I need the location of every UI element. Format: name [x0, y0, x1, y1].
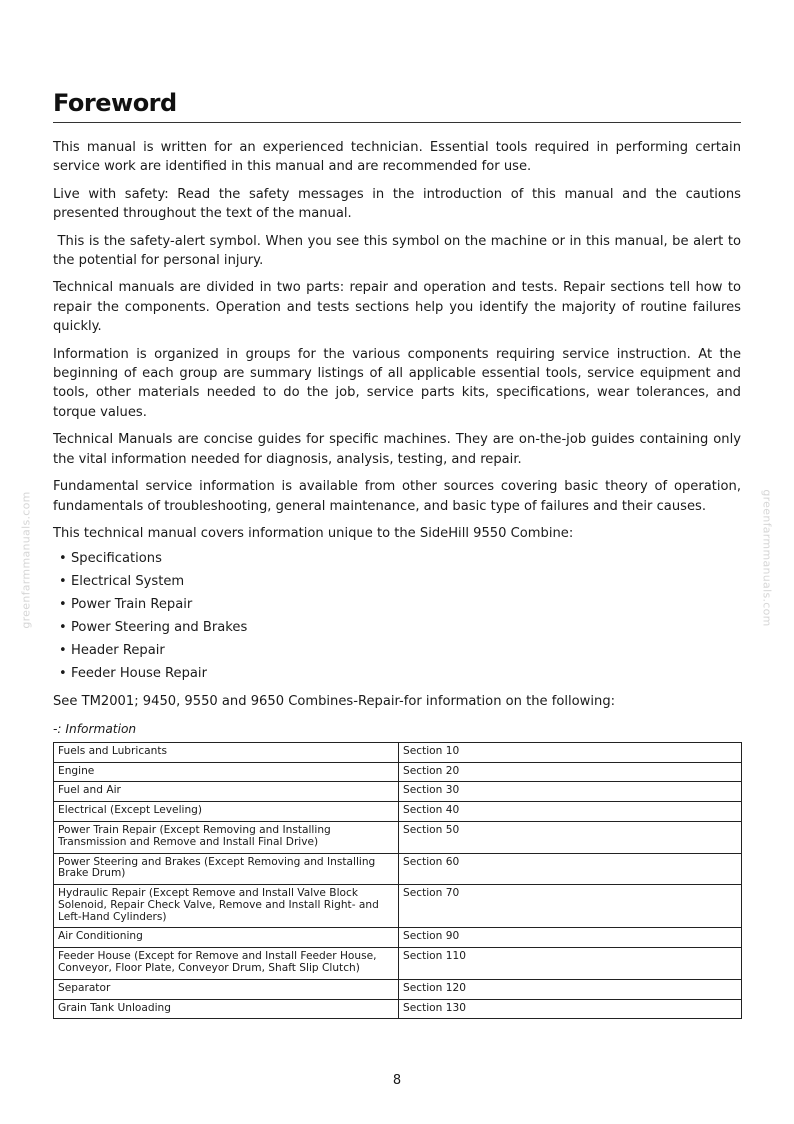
table-cell-topic: Separator — [54, 979, 399, 999]
table-row — [54, 762, 742, 782]
table-row — [54, 928, 742, 948]
sections-table — [53, 742, 742, 1020]
table-cell-section: Section 60 — [399, 853, 742, 885]
table-cell-section: Section 30 — [399, 782, 742, 802]
list-item — [59, 547, 741, 570]
table-cell-topic: Fuels and Lubricants — [54, 742, 399, 762]
table-row — [54, 802, 742, 822]
table-row — [54, 999, 742, 1019]
paragraph: Information is organized in groups for the various components requiring service instruction. At the beginning of each group are summary listings of all applicable essential tools, service equipment and tools, other materials needed to do the job, service parts kits, specifications, wear tolerances, and torque values. — [53, 346, 741, 420]
bullet-icon: • — [59, 597, 67, 613]
list-item-label: Header Repair — [71, 643, 165, 659]
watermark-left: greenfarmmanuals.com — [19, 491, 33, 629]
table-cell-section: Section 40 — [399, 802, 742, 822]
table-cell-section: Section 70 — [399, 885, 742, 928]
list-item — [59, 570, 741, 593]
table-cell-section: Section 20 — [399, 762, 742, 782]
table-cell-topic: Fuel and Air — [54, 782, 399, 802]
list-item — [59, 616, 741, 639]
paragraph: Fundamental service information is available from other sources covering basic theory of operation, fundamentals of troubleshooting, general maintenance, and basic type of failures and their causes. — [53, 479, 741, 514]
list-item-label: Electrical System — [71, 574, 185, 590]
watermark-right: greenfarmmanuals.com — [760, 489, 774, 627]
bullet-icon: • — [59, 574, 67, 590]
table-row — [54, 885, 742, 928]
title-rule — [53, 122, 741, 123]
table-caption: -: Information — [53, 721, 137, 736]
paragraph: This manual is written for an experienced technician. Essential tools required in performing certain service work are identified in this manual and are recommended for use. — [53, 140, 741, 175]
table-cell-topic: Power Train Repair (Except Removing and Installing Transmission and Remove and Install Final Drive) — [54, 821, 399, 853]
table-cell-section: Section 130 — [399, 999, 742, 1019]
bullet-icon: • — [59, 620, 67, 636]
page-content — [53, 86, 746, 1019]
paragraph: This technical manual covers information unique to the SideHill 9550 Combine: — [53, 525, 574, 541]
paragraph: This is the safety-alert symbol. When you see this symbol on the machine or in this manual, be alert to the potential for personal injury. — [53, 233, 746, 269]
bullet-icon: • — [59, 551, 67, 567]
table-cell-topic: Engine — [54, 762, 399, 782]
list-item-label: Specifications — [71, 551, 162, 567]
page-title: Foreword — [53, 89, 177, 117]
table-row — [54, 979, 742, 999]
paragraph: Technical Manuals are concise guides for specific machines. They are on-the-job guides containing only the vital information needed for diagnosis, analysis, testing, and repair. — [53, 432, 741, 467]
table-cell-topic: Power Steering and Brakes (Except Removing and Installing Brake Drum) — [54, 853, 399, 885]
table-cell-section: Section 50 — [399, 821, 742, 853]
table-row — [54, 782, 742, 802]
list-item — [59, 593, 741, 616]
table-cell-section: Section 120 — [399, 979, 742, 999]
paragraph: Live with safety: Read the safety messages in the introduction of this manual and the cautions presented throughout the text of the manual. — [53, 186, 741, 222]
table-cell-section: Section 90 — [399, 928, 742, 948]
table-cell-section: Section 10 — [399, 742, 742, 762]
list-item — [59, 662, 741, 685]
table-row — [54, 948, 742, 980]
list-item-label: Power Train Repair — [71, 597, 193, 613]
table-cell-topic: Air Conditioning — [54, 928, 399, 948]
table-cell-topic: Hydraulic Repair (Except Remove and Install Valve Block Solenoid, Repair Check Valve, Remove and Install Right- and Left-Hand Cylinders) — [54, 885, 399, 928]
table-row — [54, 853, 742, 885]
bullet-icon: • — [59, 643, 67, 659]
bullet-icon: • — [59, 666, 67, 682]
see-also-text: See TM2001; 9450, 9550 and 9650 Combines-Repair-for information on the following: — [53, 694, 616, 710]
table-cell-topic: Feeder House (Except for Remove and Install Feeder House, Conveyor, Floor Plate, Conveyor Drum, Shaft Slip Clutch) — [54, 948, 399, 980]
table-row — [54, 821, 742, 853]
list-item-label: Power Steering and Brakes — [71, 620, 248, 636]
table-row — [54, 742, 742, 762]
page-number: 8 — [392, 1073, 402, 1088]
table-cell-section: Section 110 — [399, 948, 742, 980]
paragraph: Technical manuals are divided in two parts: repair and operation and tests. Repair sections tell how to repair the components. Operation and tests sections help you identify the majority of routine failures quickly. — [53, 280, 741, 335]
table-cell-topic: Grain Tank Unloading — [54, 999, 399, 1019]
list-item-label: Feeder House Repair — [71, 666, 207, 682]
bullet-list — [53, 547, 741, 685]
table-cell-topic: Electrical (Except Leveling) — [54, 802, 399, 822]
list-item — [59, 639, 741, 662]
